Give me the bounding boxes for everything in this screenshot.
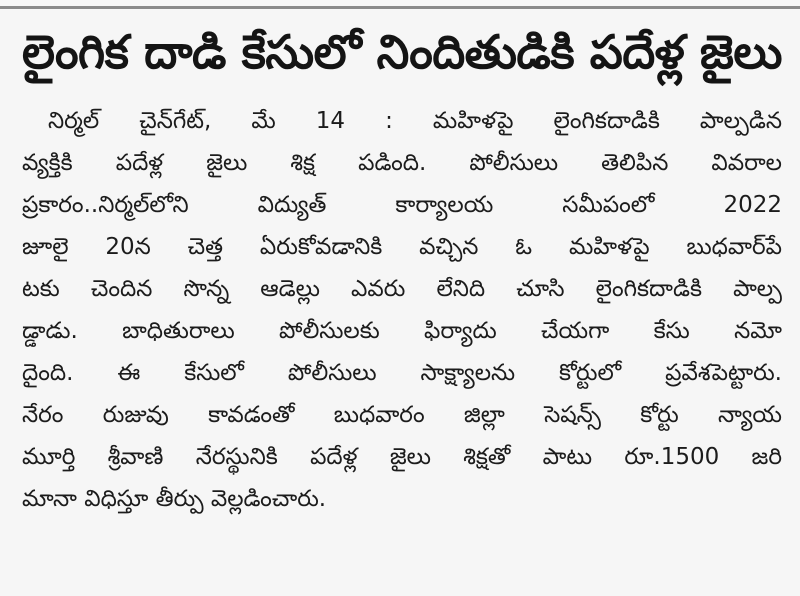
article-line: మూర్తి శ్రీవాణి నేరస్థునికి పదేళ్ల జైలు శిక్షతో పాటు రూ.1500 జరి: [22, 444, 782, 470]
article-line: మానా విధిస్తూ తీర్పు వెల్లడించారు.: [22, 486, 327, 512]
article-line: జూలై 20న చెత్త ఏరుకోవడానికి వచ్చిన ఓ మహిళపై బుధవార్‌పే: [22, 234, 782, 260]
article-body: [22, 100, 782, 520]
article-line: దైంది. ఈ కేసులో పోలీసులు సాక్ష్యాలను కోర్టులో ప్రవేశపెట్టారు.: [22, 360, 782, 386]
article-line: నేరం రుజువు కావడంతో బుధవారం జిల్లా సెషన్స్ కోర్టు న్యాయ: [22, 402, 782, 428]
headline: లైంగిక దాడి కేసులో నిందితుడికి పదేళ్ల జైలు: [22, 25, 782, 79]
article-line: ప్రకారం..నిర్మల్‌లోని విద్యుత్ కార్యాలయ సమీపంలో 2022: [22, 192, 782, 218]
article-line: నిర్మల్ చైన్‌గేట్, మే 14 : మహిళపై లైంగికదాడికి పాల్పడిన: [48, 108, 782, 134]
article-line: టకు చెందిన సొన్న ఆడెల్లు ఎవరు లేనిది చూసి లైంగికదాడికి పాల్ప: [22, 276, 782, 302]
article-line: వ్యక్తికి పదేళ్ల జైలు శిక్ష పడింది. పోలీసులు తెలిపిన వివరాల: [22, 150, 782, 176]
top-divider: [0, 6, 800, 9]
article-line: డ్డాడు. బాధితురాలు పోలీసులకు ఫిర్యాదు చేయగా కేసు నమో: [22, 318, 782, 344]
